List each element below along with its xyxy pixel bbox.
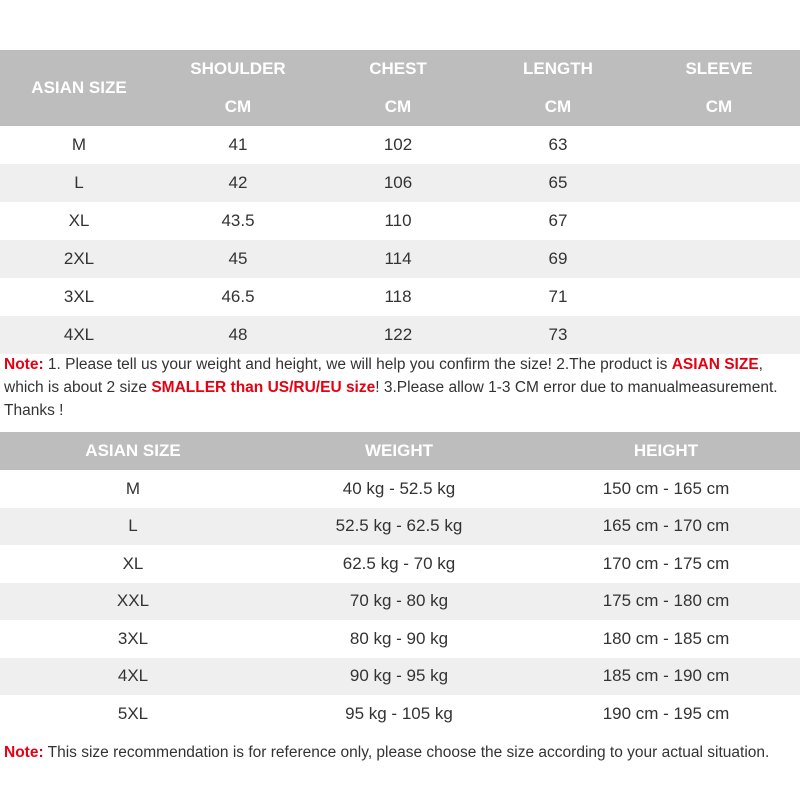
cell-size: XL [122,553,144,573]
note-text: This size recommendation is for reference only, please choose the size according to your actual situation. [43,744,770,761]
size-chart-row [0,316,800,354]
cell-shoulder: 46.5 [221,287,255,306]
header-height: HEIGHT [633,441,699,460]
cell-sleeve [638,164,800,202]
cell-size: L [0,508,266,546]
cell-size: 5XL [117,703,149,723]
note-label: Note: [4,356,44,373]
cell-sleeve [638,316,800,354]
cell-size: M [71,135,87,154]
header-asian-size: ASIAN SIZE [85,441,181,460]
cell-length: 67 [548,211,568,230]
weight-table-row [0,545,800,583]
cell-shoulder: 42 [158,164,318,202]
cell-sleeve [638,240,800,278]
cell-size: L [0,164,158,202]
cell-shoulder: 43.5 [221,211,255,230]
cell-shoulder: 48 [158,316,318,354]
weight-table-row [0,583,800,621]
size-note [4,353,796,422]
size-chart-row [0,126,800,164]
cell-length: 73 [478,316,638,354]
cell-size: M [125,478,141,498]
cell-chest: 114 [318,240,478,278]
cell-size: 4XL [0,658,266,696]
header-shoulder: SHOULDER [190,59,286,78]
note-label: Note: [4,744,44,761]
cell-height: 170 cm - 175 cm [602,553,730,573]
weight-table-body [0,470,800,733]
cell-height: 180 cm - 185 cm [602,628,730,648]
cell-weight: 52.5 kg - 62.5 kg [266,508,532,546]
weight-table-row [0,620,800,658]
cell-chest: 106 [318,164,478,202]
cell-size: 3XL [63,287,95,306]
size-chart-row [0,202,800,240]
smaller-size-highlight: SMALLER than US/RU/EU size [151,379,376,396]
cell-weight: 62.5 kg - 70 kg [342,553,456,573]
header-unit: CM [224,97,252,116]
cell-sleeve [638,202,800,240]
header-sleeve: SLEEVE [685,59,753,78]
cell-length: 63 [548,135,568,154]
note-text: 1. Please tell us your weight and height, we will help you confirm the size! 2.The product is [43,356,672,373]
weight-height-table [0,432,800,733]
size-chart-row [0,164,800,202]
cell-size: 3XL [117,628,149,648]
cell-length: 69 [478,240,638,278]
cell-chest: 118 [384,287,412,306]
cell-height: 175 cm - 180 cm [532,583,800,621]
cell-height: 165 cm - 170 cm [532,508,800,546]
cell-weight: 90 kg - 95 kg [266,658,532,696]
cell-length: 71 [548,287,568,306]
header-chest: CHEST [369,59,427,78]
header-weight: WEIGHT [365,441,433,460]
size-chart-table [0,50,800,354]
cell-sleeve [638,126,800,164]
header-length: LENGTH [523,59,593,78]
weight-table-row [0,695,800,733]
cell-height: 150 cm - 165 cm [602,478,730,498]
cell-sleeve [638,278,800,316]
note-text: ! 3.Please allow 1-3 CM error due to manualmeasurement. Thanks ! [4,379,778,419]
cell-length: 65 [478,164,638,202]
cell-weight: 95 kg - 105 kg [345,703,453,723]
cell-height: 185 cm - 190 cm [532,658,800,696]
cell-weight: 70 kg - 80 kg [266,583,532,621]
cell-chest: 102 [383,135,413,154]
header-asian-size: ASIAN SIZE [31,78,127,97]
weight-table-row [0,470,800,508]
asian-size-highlight: ASIAN SIZE [671,356,759,373]
size-chart-body [0,126,800,354]
cell-chest: 122 [318,316,478,354]
cell-weight: 40 kg - 52.5 kg [342,478,456,498]
cell-shoulder: 41 [228,135,248,154]
header-unit: CM [544,97,572,116]
recommendation-note [4,741,796,764]
cell-size: XXL [0,583,266,621]
header-unit: CM [705,97,733,116]
cell-chest: 110 [384,211,412,230]
size-chart-header-row [0,50,800,88]
weight-table-row [0,658,800,696]
cell-size: XL [68,211,90,230]
cell-height: 190 cm - 195 cm [602,703,730,723]
cell-size: 2XL [0,240,158,278]
note-text: , which is about 2 size [4,356,763,396]
weight-table-row [0,508,800,546]
size-chart-row [0,240,800,278]
header-unit: CM [384,97,412,116]
cell-shoulder: 45 [158,240,318,278]
weight-table-header-row [0,432,800,470]
cell-size: 4XL [0,316,158,354]
size-chart-row [0,278,800,316]
cell-weight: 80 kg - 90 kg [349,628,449,648]
